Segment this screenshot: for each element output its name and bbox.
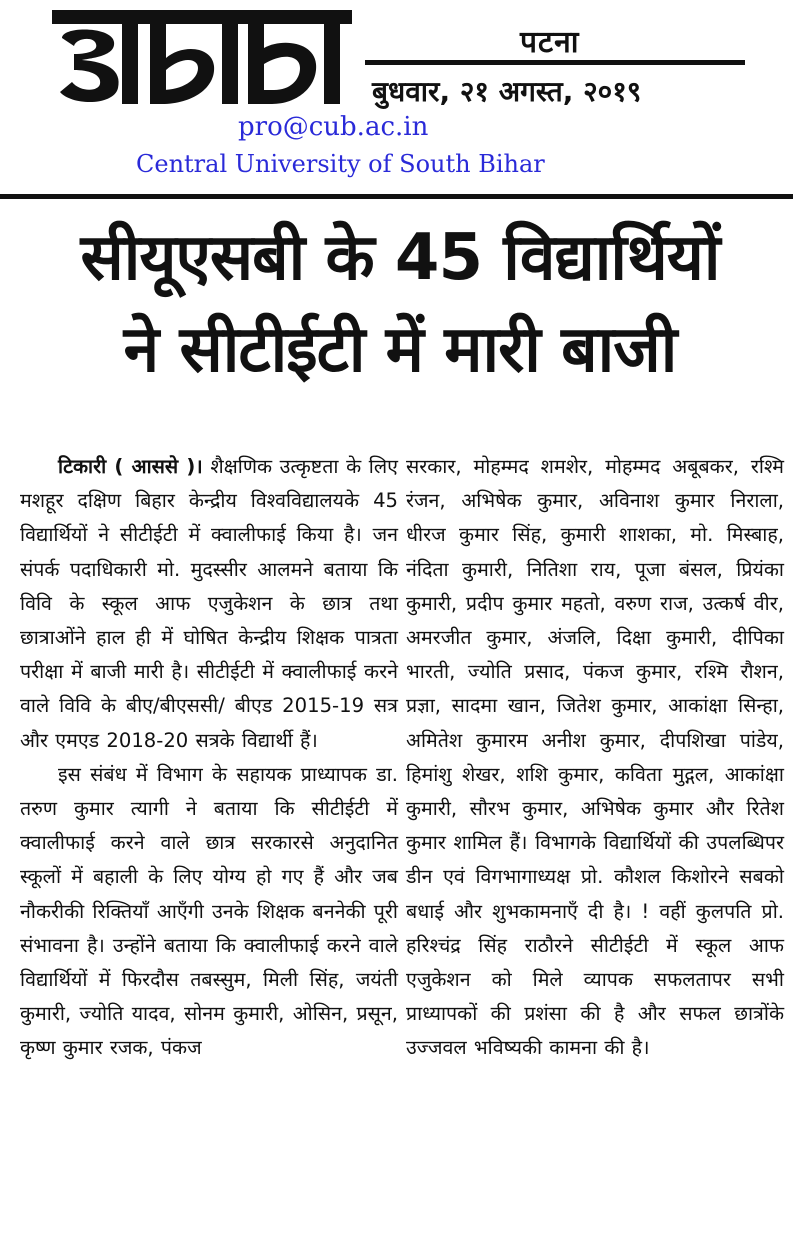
masthead (0, 0, 793, 195)
masthead-rule (365, 60, 745, 65)
byline: टिकारी ( आससे )। (58, 455, 203, 478)
headline-line-1: सीयूएसबी के 45 विद्यार्थियों (80, 221, 720, 295)
edition-city: पटना (520, 25, 580, 60)
article-column-left (20, 450, 398, 1066)
logo-lettering (52, 8, 352, 108)
dateline: बुधवार, २१ अगस्त, २०१९ (372, 75, 642, 108)
article-column-right (406, 450, 784, 1066)
section-divider (0, 194, 793, 199)
paragraph-1 (20, 450, 398, 758)
paragraph-2: इस संबंध में विभाग के सहायक प्राध्यापक डा. तरुण कुमार त्यागी ने बताया कि सीटीईटी में क्वालीफाई करने वाले छात्र सरकारसे अनुदानित स्कूलों में बहाली के लिए योग्य हो गए हैं और जब नौकरीकी रिक्तियाँ आएँगी उनके शिक्षक बननेकी पूरी संभावना है। उन्होंने बताया कि क्वालीफाई करने वाले विद्यार्थियों में फिरदौस तबस्सुम, मिली सिंह, जयंती कुमारी, ज्योति यादव, सोनम कुमारी, ओसिन, प्रसून, कृष्ण कुमार रजक, पंकज (20, 762, 398, 1060)
institution-name: Central University of South Bihar (136, 150, 545, 178)
pro-email: pro@cub.ac.in (238, 112, 429, 142)
headline-line-2: ने सीटीईटी में मारी बाजी (123, 313, 677, 387)
article-headline (20, 212, 780, 396)
paragraph-2-continued: सरकार, मोहम्मद शमशेर, मोहम्मद अबूबकर, रश्मि रंजन, अभिषेक कुमार, अविनाश कुमार निराला, धीरज कुमार सिंह, कुमारी शाशका, मो. मिस्बाह, नंदिता कुमारी, नितिशा राय, पूजा बंसल, प्रियंका कुमारी, प्रदीप कुमार महतो, वरुण राज, उत्कर्ष वीर, अमरजीत कुमार, अंजलि, दिक्षा कुमारी, दीपिका भारती, ज्योति प्रसाद, पंकज कुमार, रश्मि रौशन, प्रज्ञा, सादमा खान, जितेश कुमार, आकांक्षा सिन्हा, अमितेश कुमारम अनीश कुमार, दीपशिखा पांडेय, हिमांशु शेखर, शशि कुमार, कविता मुद्गल, आकांक्षा कुमारी, सौरभ कुमार, अभिषेक कुमार और रितेश कुमार शामिल हैं। विभागके विद्यार्थियों की उपलब्धिपर डीन एवं विगभागाध्यक्ष प्रो. कौशल किशोरने सबको बधाई और शुभकामनाएँ दी है। ! वहीं कुलपति प्रो. हरिश्चंद्र सिंह राठौरने सीटीईटी में स्कूल आफ एजुकेशन को मिले व्यापक सफलतापर सभी प्राध्यापकों की प्रशंसा की है और सफल छात्रोंके उज्जवल भविष्यकी कामना की है। (406, 455, 784, 1060)
newspaper-logo (52, 8, 352, 108)
paragraph-1-text: शैक्षणिक उत्कृष्टता के लिए मशहूर दक्षिण बिहार केन्द्रीय विश्वविद्यालयके 45 विद्यार्थियों ने सीटीईटी में क्वालीफाई किया है। जन संपर्क पदाधिकारी मो. मुदस्सीर आलमने बताया कि विवि के स्कूल आफ एजुकेशन के छात्र तथा छात्राओंने हाल ही में घोषित केन्द्रीय शिक्षक पात्रता परीक्षा में बाजी मारी है। सीटीईटी में क्वालीफाई करने वाले विवि के बीए/बीएससी/ बीएड 2015-19 सत्र और एमएड 2018-20 सत्रके विद्यार्थी हैं। (20, 455, 398, 752)
